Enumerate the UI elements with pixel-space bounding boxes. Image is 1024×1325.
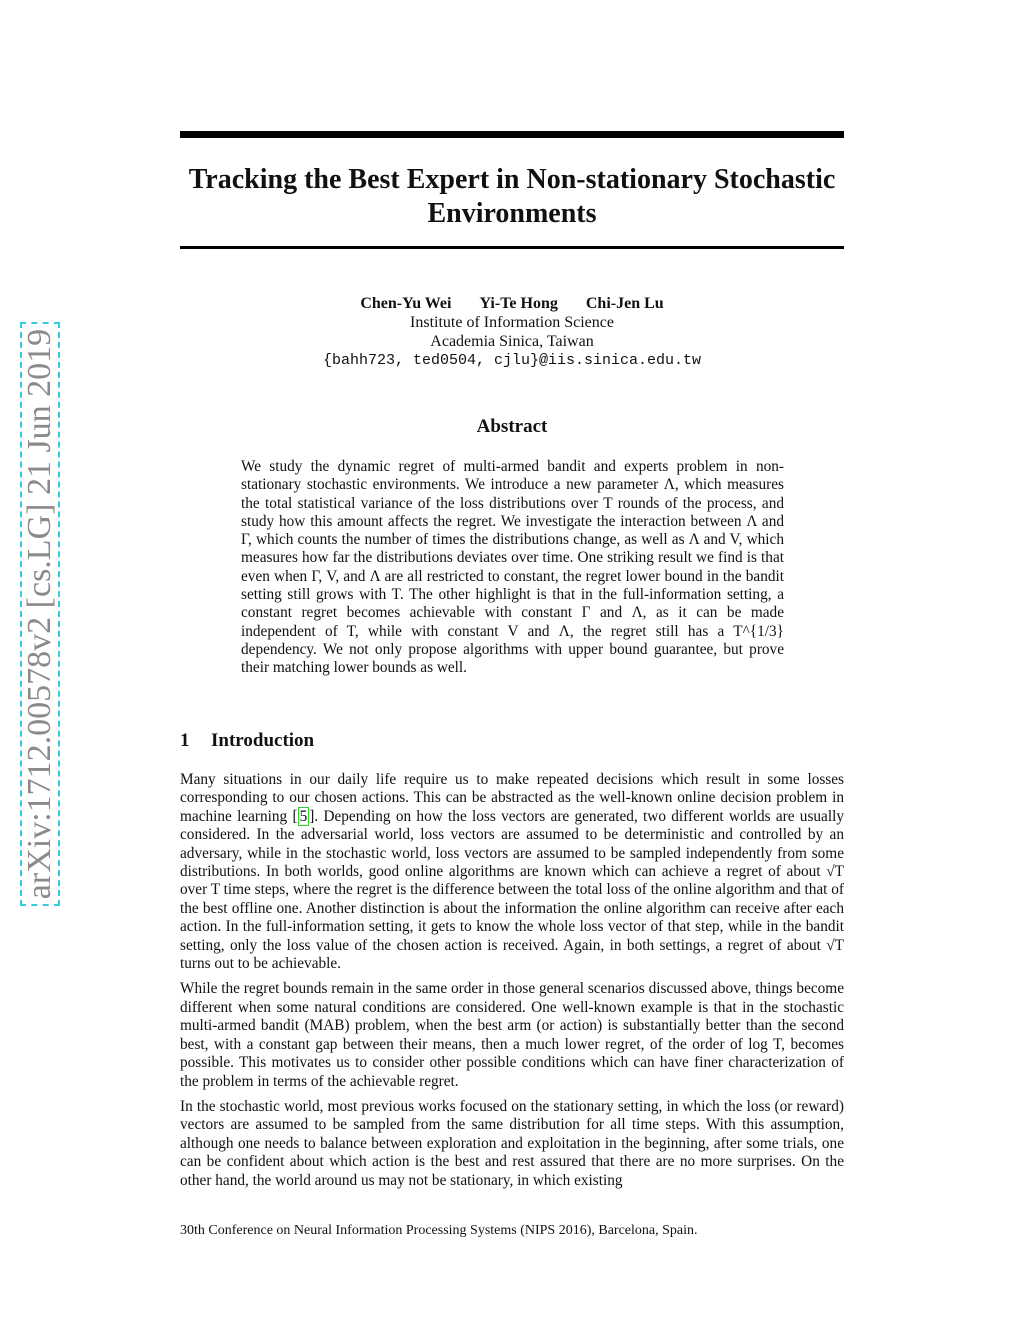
arxiv-identifier[interactable]: arXiv:1712.00578v2 [cs.LG] 21 Jun 2019: [21, 328, 58, 900]
paragraph-text: ]. Depending on how the loss vectors are generated, two different worlds are usually considered. In the adversarial world, loss vectors are assumed to be deterministic and controlled by an adversary, while in the stochastic world, loss vectors are assumed to be sampled independently from some distributions. In both worlds, good online algorithms are known which can achieve a regret of about √T over T time steps, where the regret is the difference between the total loss of the online algorithm and that of the best offline one. Another distinction is about the information the online algorithm can receive after each action. In the full-information setting, it gets to know the whole loss vector of that step, while in the bandit setting, only the loss value of the chosen action is received. Again, in both settings, a regret of about √T turns out to be achievable.: [180, 807, 844, 973]
affiliation-location: Academia Sinica, Taiwan: [430, 333, 594, 350]
section-title: Introduction: [211, 730, 315, 751]
citation-link[interactable]: 5: [299, 807, 308, 825]
paragraph: In the stochastic world, most previous works focused on the stationary setting, in which the loss (or reward) vectors are assumed to be sampled from the same distribution for all time steps. With this assumption, although one needs to balance between exploration and exploitation in the beginning, after some trials, one can be confident about which action is the best and rest assured that there are no more surprises. On the other hand, the world around us may not be stationary, in which existing: [180, 1097, 844, 1189]
paper-title: Tracking the Best Expert in Non-stationary Stochastic Environments: [188, 164, 836, 229]
section-heading: [180, 730, 844, 752]
conference-footnote: 30th Conference on Neural Information Processing Systems (NIPS 2016), Barcelona, Spain.: [180, 1223, 698, 1238]
section-number: 1: [180, 730, 190, 751]
abstract-text: We study the dynamic regret of multi-armed bandit and experts problem in non-stationary stochastic environments. We introduce a new parameter Λ, which measures the total statistical variance of the loss distributions over T rounds of the process, and study how this amount affects the regret. We investigate the interaction between Λ and Γ, which counts the number of times the distributions change, as well as Λ and V, which measures how far the distributions deviates over time. One striking result we find is that even when Γ, V, and Λ are all restricted to constant, the regret lower bound in the bandit setting still grows with T. The other highlight is that in the full-information setting, a constant regret becomes achievable with constant Γ and Λ, as it can be made independent of T, while with constant V and Λ, the regret still has a T^{1/3} dependency. We not only propose algorithms with upper bound guarantee, but prove their matching lower bounds as well.: [241, 458, 784, 677]
paragraph: While the regret bounds remain in the same order in those general scenarios discussed above, things become different when some natural conditions are considered. One well-known example is that in the stochastic multi-armed bandit (MAB) problem, when the best arm (or action) is substantially better than the second best, with a constant gap between their means, then a much lower regret, of the order of log T, becomes possible. This motivates us to consider other possible conditions which can have finer characterization of the problem in terms of the achievable regret.: [180, 980, 844, 1090]
author-emails[interactable]: {bahh723, ted0504, cjlu}@iis.sinica.edu.tw: [322, 352, 702, 369]
author-block: [180, 294, 844, 370]
paragraph: [180, 771, 844, 973]
author-names: [180, 294, 844, 313]
title-rule-bottom: [180, 246, 844, 249]
affiliation-institute: Institute of Information Science: [410, 314, 614, 331]
title-rule-top: [180, 131, 844, 138]
abstract-heading: Abstract: [476, 416, 548, 437]
section-body: [180, 771, 844, 1197]
author-name: Chi-Jen Lu: [585, 295, 664, 312]
paragraph-text: Many situations in our daily life require us to make repeated decisions which result in some losses corresponding to our chosen actions. This can be abstracted as the well-known online decision problem in machine learning [: [180, 771, 844, 825]
author-name: Chen-Yu Wei: [360, 295, 452, 312]
author-name: Yi-Te Hong: [479, 295, 558, 312]
